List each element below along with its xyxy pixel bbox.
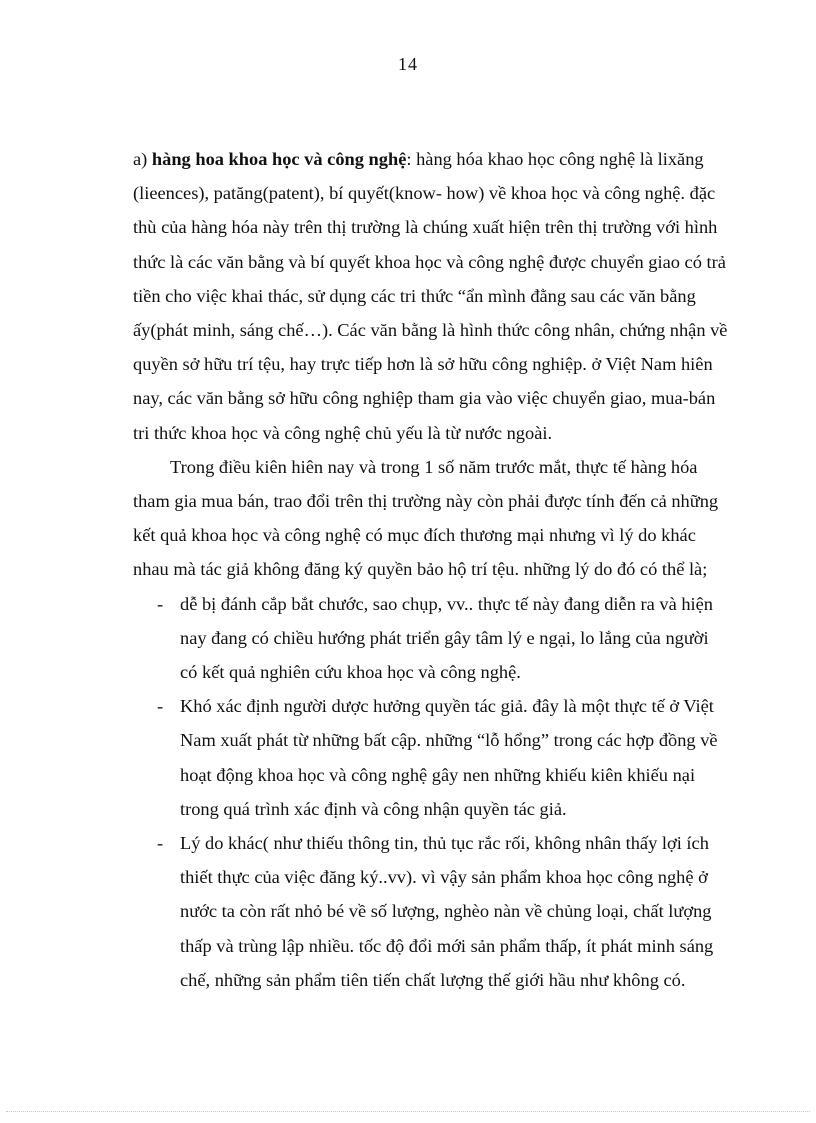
paragraph-section-a — [133, 142, 729, 450]
bullet-text: Lý do khác( như thiếu thông tin, thủ tục rắc rối, không nhân thấy lợi ích thiết thực của việc đăng ký..vv). vì vậy sản phẩm khoa học công nghệ ở nước ta còn rất nhỏ bé về số lượng, nghèo nàn về chủng loại, chất lượng thấp và trùng lập nhiều. tốc độ đổi mới sản phẩm thấp, ít phát minh sáng chế, những sản phẩm tiên tiến chất lượng thế giới hầu như không có. — [180, 833, 714, 990]
bullet-dash: - — [157, 593, 164, 614]
list-item — [133, 826, 729, 997]
bullet-text: dễ bị đánh cắp bắt chước, sao chụp, vv.. thực tế này đang diễn ra và hiện nay đang có chiều hướng phát triển gây tâm lý e ngại, lo lắng của người có kết quả nghiên cứu khoa học và công nghệ. — [180, 593, 714, 683]
section-a-text: : hàng hóa khao học công nghệ là lixăng (lieences), patăng(patent), bí quyết(know- how) về khoa học và công nghệ. đặc thù của hàng hóa này trên thị trường là chúng xuất hiện trên thị trường với hình thức là các văn bằng và bí quyết khoa học và công nghệ được chuyển giao có trả tiền cho việc khai thác, sử dụng các tri thức “ẩn mình đằng sau các văn bằng ấy(phát minh, sáng chế…). Các văn bằng là hình thức công nhân, chứng nhận về quyền sở hữu trí tệu, hay trực tiếp hơn là sở hữu công nghiệp. ở Việt Nam hiên nay, các văn bằng sở hữu công nghiệp tham gia vào việc chuyển giao, mua-bán tri thức khoa học và công nghệ chủ yếu là từ nước ngoài. — [133, 149, 728, 443]
list-item — [133, 587, 729, 690]
paragraph-2: Trong điều kiên hiên nay và trong 1 số năm trước mắt, thực tế hàng hóa tham gia mua bán, trao đổi trên thị trường này còn phải được tính đến cả những kết quả khoa học và công nghệ có mục đích thương mại nhưng vì lý do khác nhau mà tác giả không đăng ký quyền bảo hộ trí tệu. những lý do đó có thể là; — [133, 456, 719, 580]
bottom-divider — [6, 1111, 810, 1112]
bullet-dash: - — [157, 696, 164, 717]
body-text — [133, 142, 729, 997]
bullet-list — [133, 587, 729, 997]
bullet-text: Khó xác định người dược hưởng quyền tác giả. đây là một thực tế ở Việt Nam xuất phát từ những bất cập. những “lỗ hổng” trong các hợp đồng về hoạt động khoa học và công nghệ gây nen những khiếu kiên khiếu nại trong quá trình xác định và công nhận quyền tác giả. — [180, 696, 718, 819]
section-a-label: a) — [133, 149, 152, 169]
section-a-term: hàng hoa khoa học và công nghệ — [151, 149, 407, 169]
list-item — [133, 689, 729, 826]
bullet-dash: - — [157, 833, 164, 854]
page-number: 14 — [398, 54, 418, 74]
